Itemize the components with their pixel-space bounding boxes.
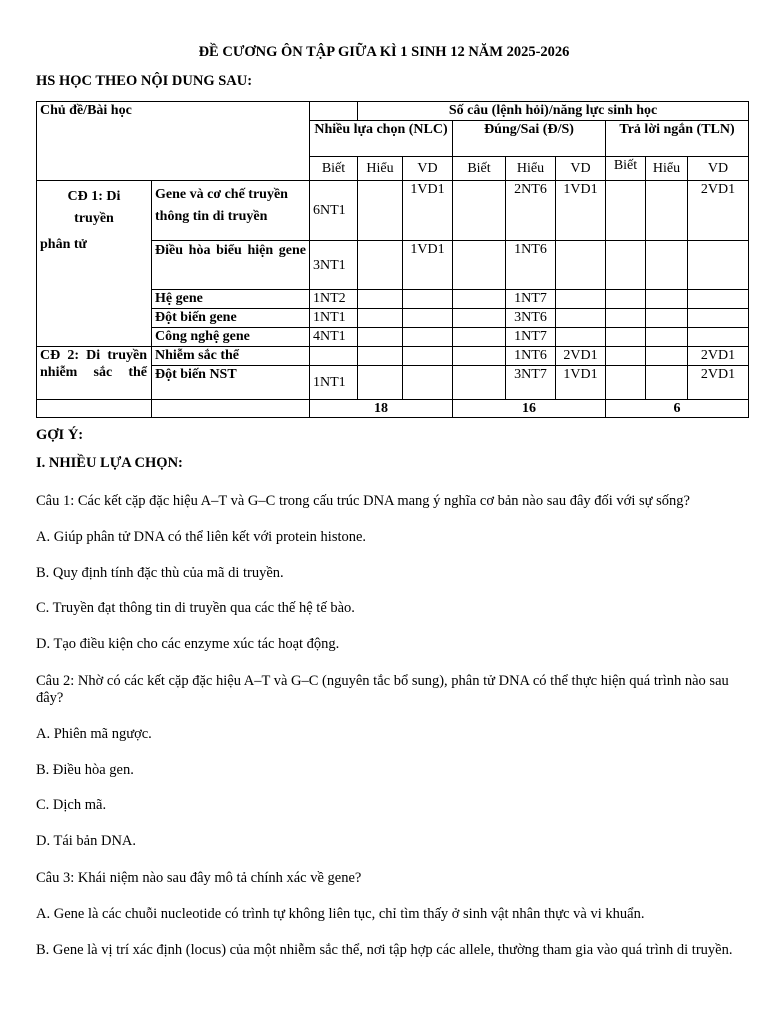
- topic-label: phân tử: [40, 237, 87, 252]
- cell: [403, 347, 453, 366]
- cell: [403, 366, 453, 400]
- cell: 1VD1: [403, 181, 453, 241]
- cell: [453, 290, 506, 309]
- cell: [606, 347, 646, 366]
- level-header: VD: [688, 157, 749, 181]
- cell: [606, 241, 646, 290]
- question-option: B. Gene là vị trí xác định (locus) của một nhiễm sắc thể, nơi tập hợp các allele, thường tham gia vào quá trình di truyền.: [36, 942, 733, 958]
- group-header-true-false: Đúng/Sai (Đ/S): [453, 121, 606, 157]
- cell: [646, 347, 688, 366]
- cell: 2NT6: [506, 181, 556, 241]
- cell: 2VD1: [688, 347, 749, 366]
- cell: [358, 241, 403, 290]
- cell: [646, 181, 688, 241]
- cell: [453, 347, 506, 366]
- cell: 1NT1: [310, 309, 358, 328]
- question-stem: Câu 3: Khái niệm nào sau đây mô tả chính xác về gene?: [36, 870, 362, 886]
- topic-header: Chủ đề/Bài học: [37, 102, 310, 181]
- cell: [453, 366, 506, 400]
- cell: [606, 181, 646, 241]
- cell: [403, 328, 453, 347]
- hint-heading: GỢI Ý:: [36, 427, 84, 443]
- cell: 2VD1: [556, 347, 606, 366]
- question-option: C. Truyền đạt thông tin di truyền qua các thế hệ tế bào.: [36, 600, 355, 616]
- question-option: B. Quy định tính đặc thù của mã di truyền.: [36, 565, 284, 581]
- cell: [688, 309, 749, 328]
- cell: [646, 328, 688, 347]
- cell: 4NT1: [310, 328, 358, 347]
- cell: [556, 328, 606, 347]
- level-header: Biết: [453, 157, 506, 181]
- cell: [453, 328, 506, 347]
- cell: [556, 290, 606, 309]
- cell: [646, 290, 688, 309]
- cell: [688, 241, 749, 290]
- cell: 1VD1: [403, 241, 453, 290]
- lesson-name: Nhiễm sắc thể: [152, 347, 310, 366]
- section-heading-mcq: I. NHIỀU LỰA CHỌN:: [36, 455, 183, 471]
- level-header: Hiểu: [646, 157, 688, 181]
- cell: 2VD1: [688, 366, 749, 400]
- group-header-mcq: Nhiều lựa chọn (NLC): [310, 121, 453, 157]
- cell: 1VD1: [556, 366, 606, 400]
- cell: [606, 290, 646, 309]
- cell: [358, 290, 403, 309]
- question-option: A. Gene là các chuỗi nucleotide có trình tự không liên tục, chỉ tìm thấy ở sinh vật nhân thực và vi khuẩn.: [36, 906, 645, 922]
- cell: 2VD1: [688, 181, 749, 241]
- level-header: Biết: [606, 157, 646, 181]
- document-subtitle: HS HỌC THEO NỘI DUNG SAU:: [36, 73, 253, 89]
- cell: 3NT6: [506, 309, 556, 328]
- cell: [556, 309, 606, 328]
- lesson-name: Hệ gene: [152, 290, 310, 309]
- cell: 1NT1: [310, 366, 358, 400]
- lesson-name: Công nghệ gene: [152, 328, 310, 347]
- cell: [646, 366, 688, 400]
- topic-label: CĐ 2: Di truyền nhiễm sắc thể: [37, 347, 152, 400]
- lesson-name: Đột biến NST: [152, 366, 310, 400]
- cell: [403, 290, 453, 309]
- cell: [453, 309, 506, 328]
- question-stem: Câu 2: Nhờ có các kết cặp đặc hiệu A–T và G–C (nguyên tắc bổ sung), phân tử DNA có thể thực hiện quá trình nào sau đây?: [36, 673, 729, 706]
- cell: [646, 241, 688, 290]
- question-option: D. Tạo điều kiện cho các enzyme xúc tác hoạt động.: [36, 636, 340, 652]
- level-header: Biết: [310, 157, 358, 181]
- cell: 1VD1: [556, 181, 606, 241]
- cell: 1NT7: [506, 290, 556, 309]
- cell: [646, 309, 688, 328]
- total-true-false: 16: [453, 400, 606, 418]
- level-header: VD: [403, 157, 453, 181]
- cell: [606, 366, 646, 400]
- cell: 6NT1: [310, 181, 358, 241]
- totals-blank-cell: [37, 400, 152, 418]
- cell: [688, 290, 749, 309]
- topic-label: CĐ 1: Di truyền: [67, 189, 121, 226]
- header-blank-cell: [310, 102, 358, 121]
- cell: [606, 328, 646, 347]
- totals-blank-cell: [152, 400, 310, 418]
- cell: [403, 309, 453, 328]
- cell: [556, 241, 606, 290]
- lesson-name: Điều hòa biểu hiện gene: [152, 241, 310, 290]
- cell: [688, 328, 749, 347]
- cell: [358, 347, 403, 366]
- cell: 3NT1: [310, 241, 358, 290]
- cell: 1NT6: [506, 347, 556, 366]
- question-count-header: Số câu (lệnh hỏi)/năng lực sinh học: [358, 102, 749, 121]
- level-header: Hiểu: [358, 157, 403, 181]
- cell: 3NT7: [506, 366, 556, 400]
- cell: [606, 309, 646, 328]
- cell: 1NT2: [310, 290, 358, 309]
- question-option: D. Tái bản DNA.: [36, 833, 137, 849]
- cell: [358, 309, 403, 328]
- cell: [358, 328, 403, 347]
- total-mcq: 18: [310, 400, 453, 418]
- question-option: A. Giúp phân tử DNA có thể liên kết với protein histone.: [36, 529, 367, 545]
- lesson-name: Đột biến gene: [152, 309, 310, 328]
- cell: [358, 366, 403, 400]
- document-title: ĐỀ CƯƠNG ÔN TẬP GIỮA KÌ 1 SINH 12 NĂM 2025-2026: [198, 44, 570, 60]
- question-option: A. Phiên mã ngược.: [36, 726, 152, 742]
- question-stem: Câu 1: Các kết cặp đặc hiệu A–T và G–C trong cấu trúc DNA mang ý nghĩa cơ bản nào sau đây đối với sự sống?: [36, 493, 690, 509]
- total-short-answer: 6: [606, 400, 749, 418]
- lesson-name: Gene và cơ chế truyền thông tin di truyền: [152, 181, 310, 241]
- question-option: B. Điều hòa gen.: [36, 762, 134, 778]
- cell: 1NT7: [506, 328, 556, 347]
- group-header-short-answer: Trả lời ngắn (TLN): [606, 121, 749, 157]
- cell: [453, 181, 506, 241]
- cell: [358, 181, 403, 241]
- level-header: VD: [556, 157, 606, 181]
- cell: [310, 347, 358, 366]
- level-header: Hiểu: [506, 157, 556, 181]
- cell: 1NT6: [506, 241, 556, 290]
- cell: [453, 241, 506, 290]
- topic-cell-1: [37, 181, 152, 347]
- exam-matrix-table: [36, 101, 749, 418]
- question-option: C. Dịch mã.: [36, 797, 107, 813]
